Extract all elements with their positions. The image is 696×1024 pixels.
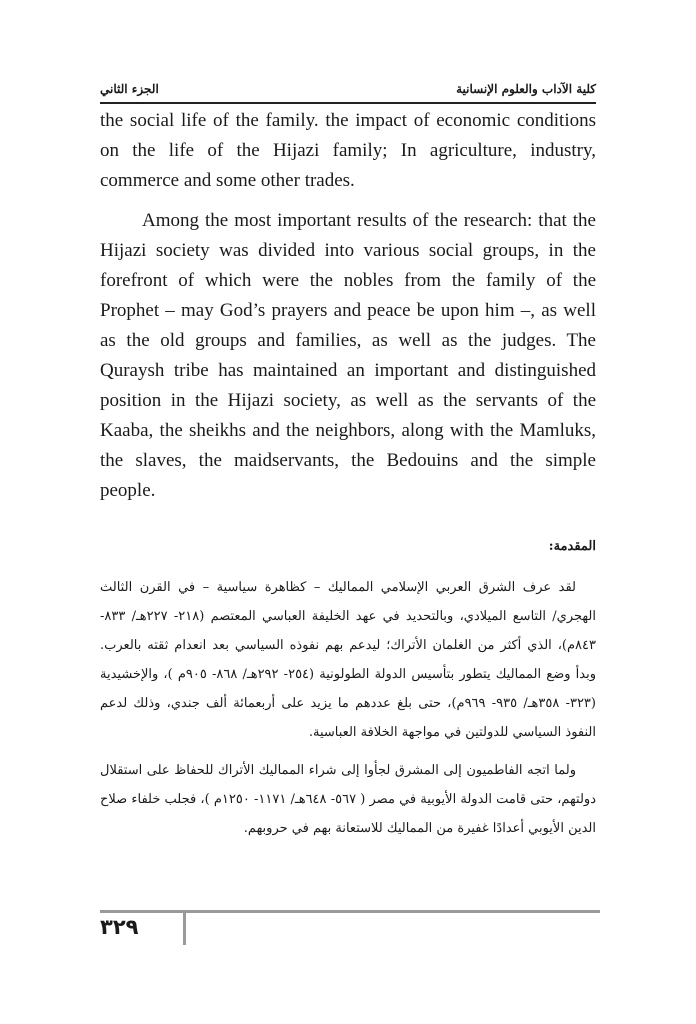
header-volume-label: الجزء الثاني <box>100 82 159 96</box>
english-paragraph: the social life of the family. the impact of economic conditions on the life of the Hijazi family; In agriculture, industry, commerce and some other trades. <box>100 110 596 191</box>
english-abstract <box>100 106 596 516</box>
arabic-introduction <box>100 532 596 852</box>
introduction-heading: المقدمة: <box>548 539 596 554</box>
header-faculty-label: كلية الآداب والعلوم الإنسانية <box>456 82 596 96</box>
header-divider <box>100 102 596 104</box>
page-header <box>100 78 596 100</box>
page-number: ٣٢٩ <box>100 915 139 939</box>
arabic-paragraph: ولما اتجه الفاطميون إلى المشرق لجأوا إلى شراء المماليك الأتراك للحفاظ على استقلال دولتهم، حتى قامت الدولة الأيوبية في مصر ( ٥٦٧- ٦٤٨هـ/ ١١٧١- ١٢٥٠م )، فجلب خلفاء صلاح الدين الأيوبي أعدادًا غفيرة من المماليك للاستعانة بهم في حروبهم. <box>100 763 596 836</box>
english-paragraph: Among the most important results of the research: that the Hijazi society was divided into various social groups, in the forefront of which were the nobles from the family of the Prophet – may God’s prayers and peace be upon him –, as well as the old groups and families, as well as the judges. The Quraysh tribe has maintained an important and distinguished position in the Hijazi society, as well as the servants of the Kaaba, the sheikhs and the neighbors, along with the Mamluks, the slaves, the maidservants, the Bedouins and the simple people. <box>100 210 596 501</box>
arabic-paragraph: لقد عرف الشرق العربي الإسلامي المماليك – كظاهرة سياسية – في القرن الثالث الهجري/ التاسع الميلادي، وبالتحديد في عهد الخليفة العباسي المعتصم (٢١٨- ٢٢٧هـ/ ٨٣٣- ٨٤٣م)، الذي أكثر من الغلمان الأتراك؛ ليدعم بهم نفوذه السياسي بعد انعدام ثقته بالعرب. وبدأ وضع المماليك يتطور بتأسيس الدولة الطولونية (٢٥٤- ٢٩٢هـ/ ٨٦٨- ٩٠٥م )، والإخشيدية (٣٢٣- ٣٥٨هـ/ ٩٣٥- ٩٦٩م)، حتى بلغ عددهم ما يزيد على أربعمائة ألف جندي، وذلك لدعم النفوذ السياسي للدولتين في مواجهة الخلافة العباسية. <box>100 580 597 740</box>
footer-vertical-divider <box>183 912 186 945</box>
